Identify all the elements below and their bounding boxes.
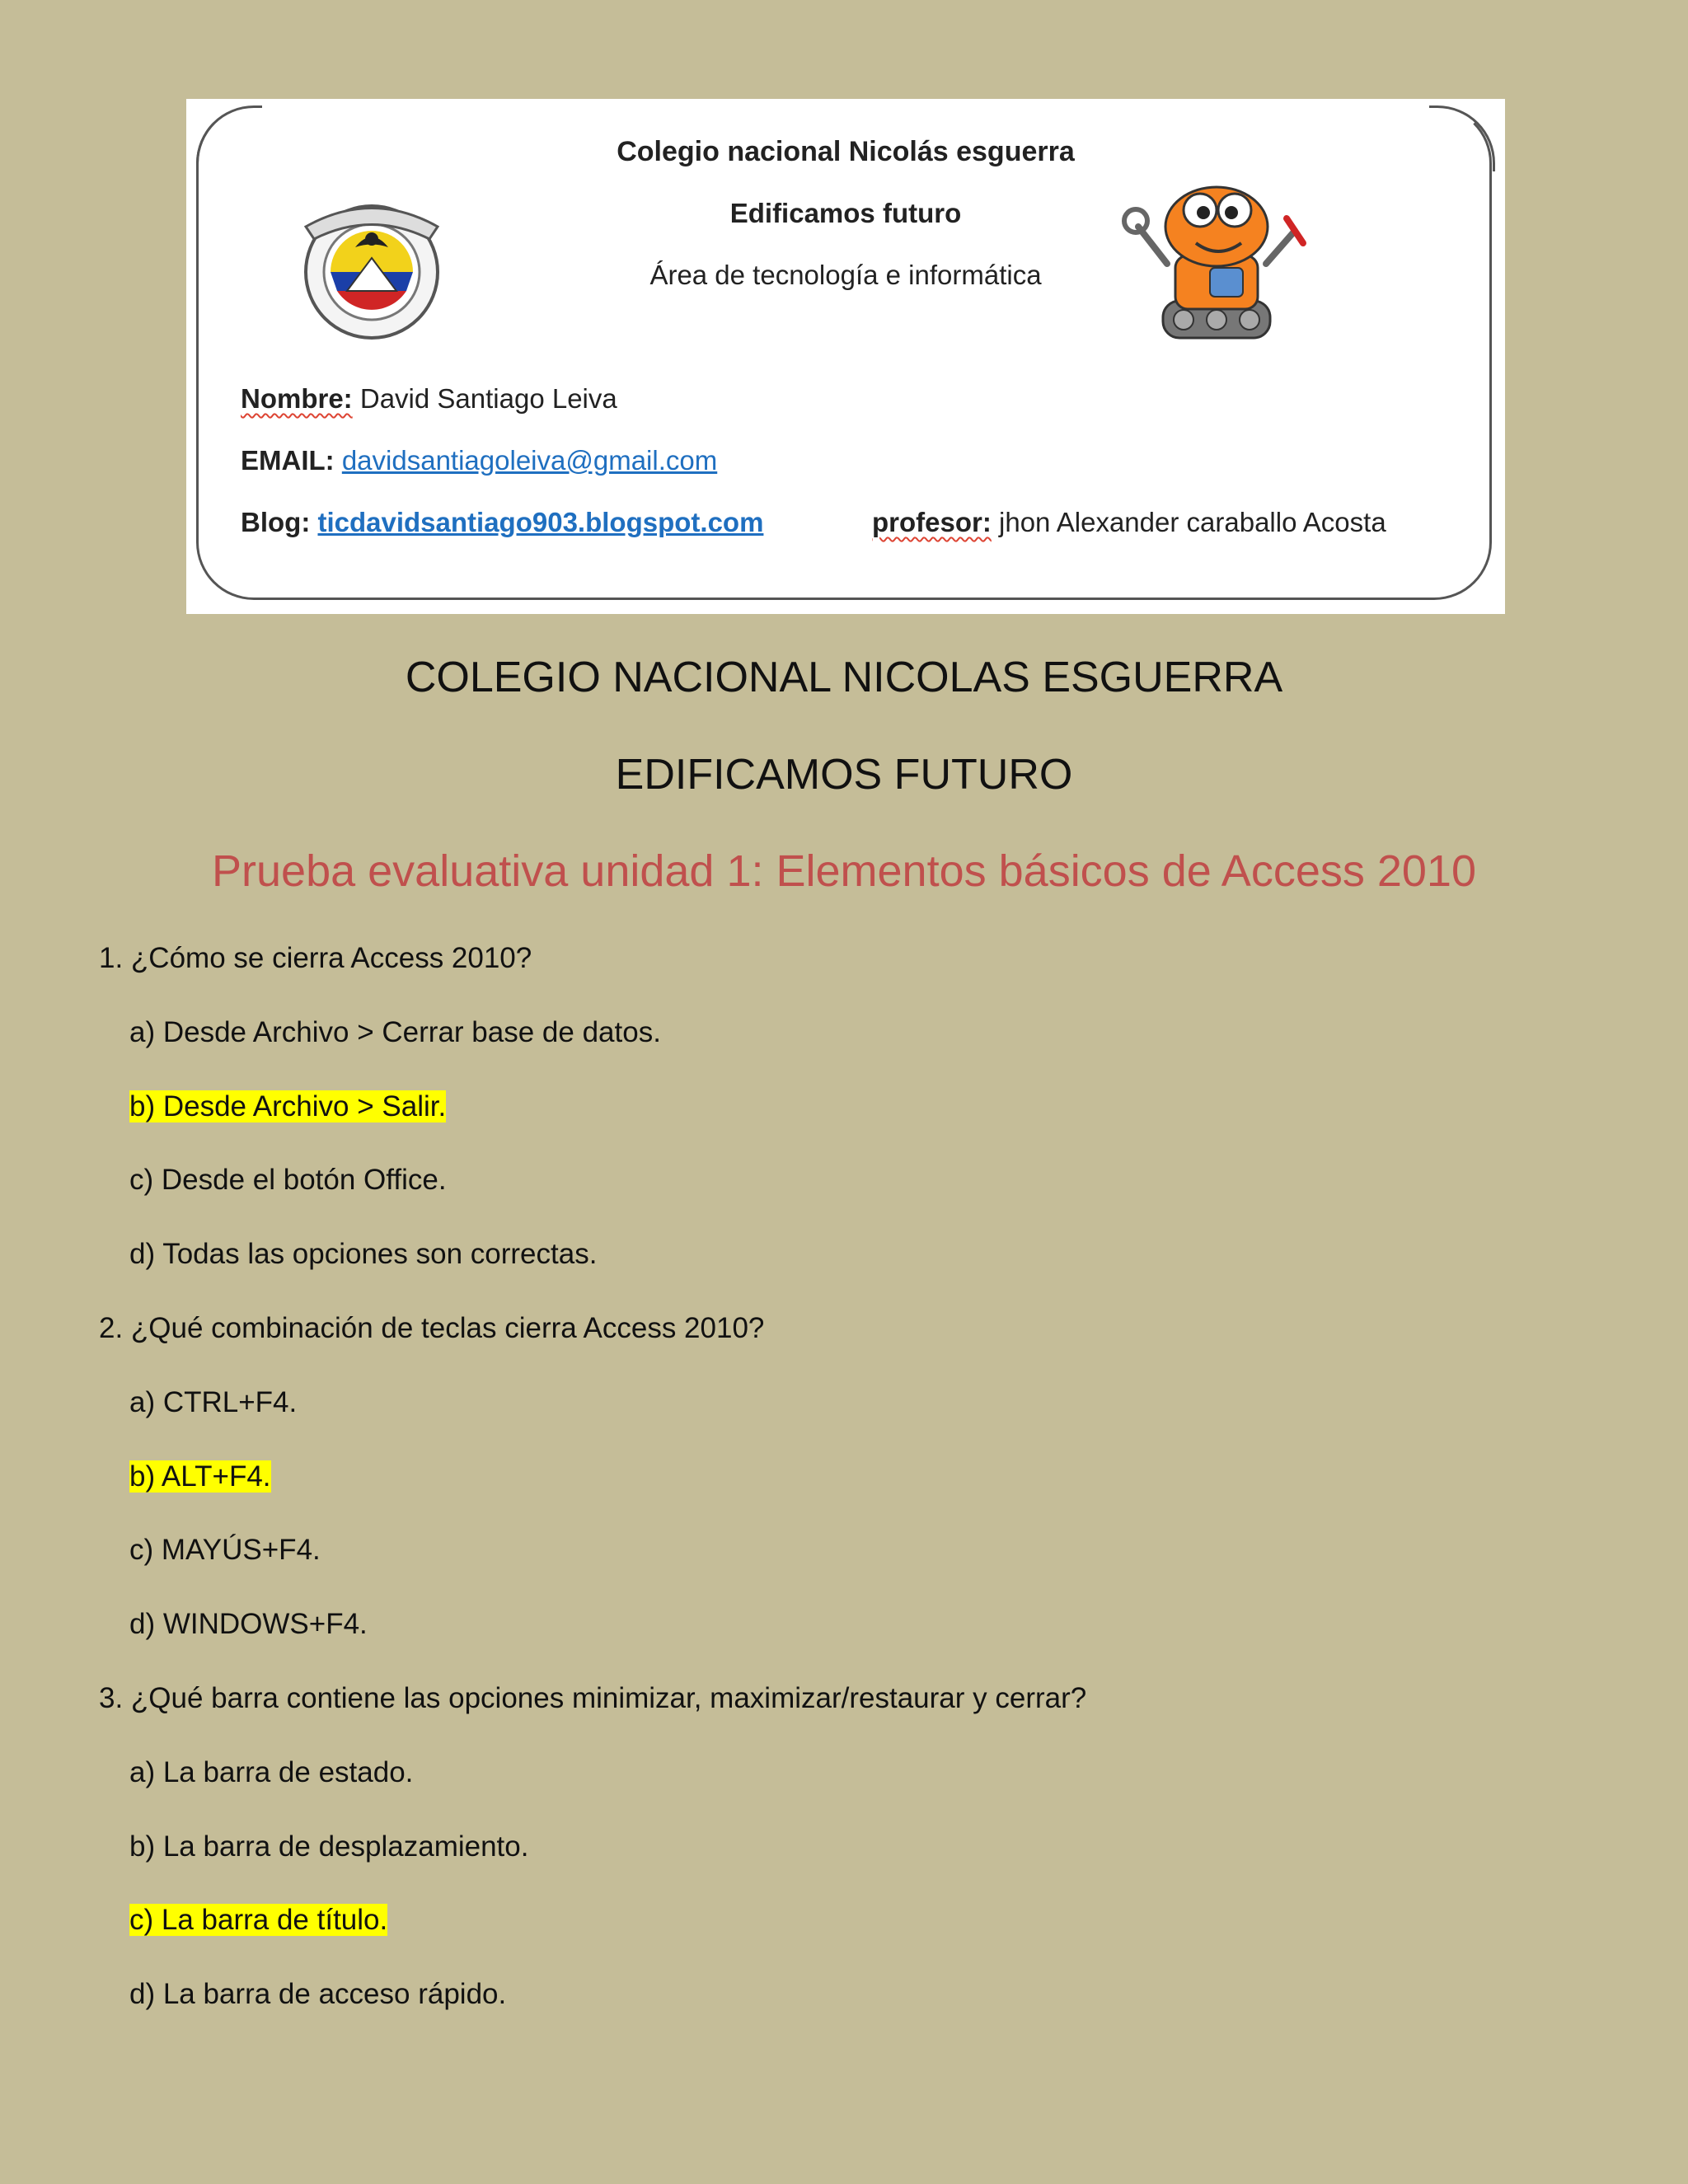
question-3-option-d bbox=[129, 1978, 506, 2011]
robot-mascot-icon bbox=[1118, 165, 1315, 346]
profesor-label: profesor: bbox=[872, 507, 992, 537]
test-title: Prueba evaluativa unidad 1: Elementos básicos de Access 2010 bbox=[212, 846, 1476, 896]
school-title: COLEGIO NACIONAL NICOLAS ESGUERRA bbox=[405, 654, 1283, 701]
nombre-label: Nombre: bbox=[241, 383, 353, 414]
highlighted-option-text: c) La barra de título. bbox=[129, 1904, 388, 1936]
highlighted-option-text: b) ALT+F4. bbox=[129, 1460, 271, 1493]
question-3-option-a bbox=[129, 1756, 413, 1789]
question-2-option-c bbox=[129, 1534, 321, 1567]
question-1-option-b bbox=[129, 1090, 446, 1123]
option-text: b) La barra de desplazamiento. bbox=[129, 1830, 529, 1863]
school-seal-icon bbox=[298, 194, 446, 342]
question-3: 3. ¿Qué barra contiene las opciones minimizar, maximizar/restaurar y cerrar? bbox=[99, 1682, 1087, 1714]
question-2-option-b bbox=[129, 1460, 271, 1493]
question-1-option-d bbox=[129, 1238, 597, 1271]
header-card bbox=[186, 99, 1505, 614]
question-2: 2. ¿Qué combinación de teclas cierra Access 2010? bbox=[99, 1312, 765, 1344]
option-text: c) MAYÚS+F4. bbox=[129, 1534, 321, 1566]
option-text: d) La barra de acceso rápido. bbox=[129, 1978, 507, 2010]
question-2-option-a bbox=[129, 1386, 297, 1419]
nombre-value: David Santiago Leiva bbox=[359, 383, 617, 414]
email-link[interactable]: davidsantiagoleiva@gmail.com bbox=[341, 445, 718, 476]
option-text: a) CTRL+F4. bbox=[129, 1386, 298, 1418]
header-area: Área de tecnología e informática bbox=[649, 260, 1042, 290]
question-3-option-b bbox=[129, 1830, 528, 1863]
option-text: c) Desde el botón Office. bbox=[129, 1164, 447, 1196]
profesor-field bbox=[872, 507, 1386, 538]
blog-link[interactable]: ticdavidsantiago903.blogspot.com bbox=[317, 507, 764, 537]
profesor-value: jhon Alexander caraballo Acosta bbox=[999, 507, 1386, 537]
nombre-field bbox=[241, 383, 617, 415]
question-2-option-d bbox=[129, 1608, 368, 1641]
option-text: d) WINDOWS+F4. bbox=[129, 1608, 368, 1640]
option-text: a) La barra de estado. bbox=[129, 1756, 414, 1788]
option-text: d) Todas las opciones son correctas. bbox=[129, 1238, 598, 1270]
blog-field bbox=[241, 507, 763, 538]
email-label: EMAIL: bbox=[241, 445, 335, 476]
option-text: a) Desde Archivo > Cerrar base de datos. bbox=[129, 1016, 661, 1048]
question-1-option-c bbox=[129, 1164, 447, 1197]
email-field bbox=[241, 445, 717, 476]
header-motto: Edificamos futuro bbox=[729, 198, 962, 228]
header-school-name: Colegio nacional Nicolás esguerra bbox=[617, 136, 1075, 167]
highlighted-option-text: b) Desde Archivo > Salir. bbox=[129, 1090, 447, 1122]
question-1-option-a bbox=[129, 1016, 661, 1049]
motto-title: EDIFICAMOS FUTURO bbox=[615, 751, 1073, 799]
question-3-option-c bbox=[129, 1904, 387, 1937]
blog-label: Blog: bbox=[241, 507, 311, 537]
question-1: 1. ¿Cómo se cierra Access 2010? bbox=[99, 942, 532, 974]
